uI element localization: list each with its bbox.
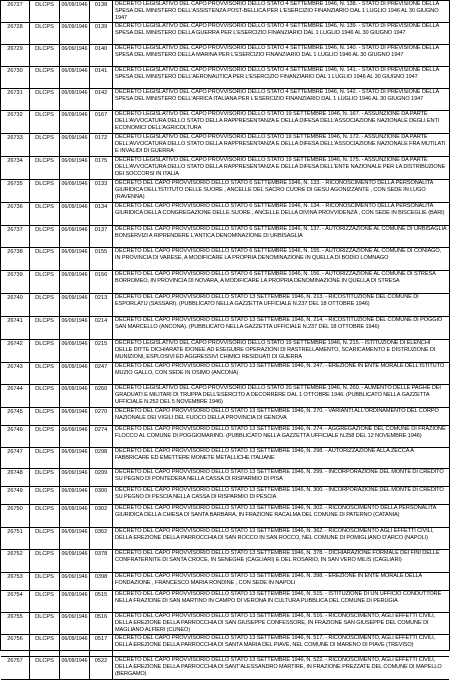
act-description: DECRETO DEL CAPO PROVVISORIO DELLO STATO 13 SETTEMBRE 1946, N. 274. - AGGREGAZIONE DEL COMUNE DI FRAZIONE FLOCCO AL COMUNE DI POGGIOMARINO. (PUBBLICATO NELLA GAZZETTA UFFICIALE N.258 DEL 12 NOVEMBRE 1946) [115, 426, 446, 440]
table-row [1, 157, 449, 180]
act-description: DECRETO LEGISLATIVO DEL CAPO PROVVISORIO DELLO STATO 19 SETTEMBRE 1946, N. 172. - ASSUNZIONE DA PARTE DELL'AVVOCATURA DELLO STATO DELLA RAPPRESENTANZA E DELLA DIFESA DELL'ASSOCIAZIONE NAZIONALE FRA MUTILATI E INVALIDI DI GUERRA [115, 134, 446, 155]
act-description: DECRETO DEL CAPO PROVVISORIO DELLO STATO 13 SETTEMBRE 1946, N. 517. - RICONOSCIMENTO, AGLI EFFETTI CIVILI, DELLA EREZIONE DELLA PARROCCHIA DI SANTA MARIA DEL PIAVE, NEL COMUNE DI MARENO DI PIAVE (TREVISO) [115, 635, 436, 649]
table-row [1, 448, 449, 469]
act-type: DLCPS [30, 180, 60, 202]
act-description: DECRETO LEGISLATIVO DEL CAPO PROVVISORIO DELLO STATO 19 SETTEMBRE 1946, N. 215. - ISTITUZIONE DI ELENCHI DELLE DITTE DICHIARATE IDONEE AD ESEGUIRE OPERAZIONI DI RASTRELLAMENTO, SCARICAMENTO E DISTRUZIONE DI MUNIZIONI, ESPLOSIVI ED AGGRESSIVI CHIMICI RESIDUATI DI GUERRA [115, 340, 436, 361]
table-row [1, 111, 449, 134]
record-number: 26742 [1, 340, 30, 362]
act-type: DLCPS [30, 657, 60, 679]
table-row [1, 180, 449, 203]
act-type: DLCPS [30, 1, 60, 22]
act-number: 0214 [90, 317, 113, 339]
publication-date: 06/09/1946 [60, 591, 90, 612]
publication-date: 06/09/1946 [60, 550, 90, 572]
act-number: 0398 [90, 573, 113, 590]
act-type: DLCPS [30, 45, 60, 66]
table-row [1, 89, 449, 111]
record-number: 26727 [1, 1, 30, 22]
act-description: DECRETO DEL CAPO PROVVISORIO DELLO STATO 6 SETTEMBRE 1946, N. 134. - RICONOSCIMENTO DELLA PERSONALITA GIURIDICA DELLA CONGREGAZIONE DELLE SUORE , ANCELLE DELLA DIVINA PROVVIDENZA , CON SEDE IN BISCEGLIE (BARI) [115, 203, 445, 217]
table-row [1, 426, 449, 448]
act-type: DLCPS [30, 408, 60, 425]
publication-date: 06/09/1946 [60, 294, 90, 316]
table-row [1, 613, 449, 635]
record-number: 26733 [1, 134, 30, 156]
act-type: DLCPS [30, 134, 60, 156]
record-number: 26728 [1, 23, 30, 44]
table-row [1, 340, 449, 363]
publication-date: 06/09/1946 [60, 385, 90, 407]
table-row [1, 67, 449, 89]
table-row [1, 45, 449, 67]
act-type: DLCPS [30, 635, 60, 656]
record-number: 26753 [1, 573, 30, 590]
act-number: 0299 [90, 469, 113, 486]
table-row [1, 226, 449, 248]
act-type: DLCPS [30, 469, 60, 486]
record-number: 26757 [1, 657, 30, 679]
publication-date: 06/09/1946 [60, 111, 90, 133]
act-number: 0247 [90, 363, 113, 384]
act-number: 0298 [90, 448, 113, 468]
act-number: 0155 [90, 248, 113, 270]
act-number: 0156 [90, 271, 113, 293]
table-row [1, 248, 449, 271]
act-type: DLCPS [30, 67, 60, 88]
act-description: DECRETO DEL CAPO PROVVISORIO DELLO STATO 13 SETTEMBRE 1946, N. 247. - EREZIONE IN ENTE MORALE DELL'ISTITUTO MUZIO GALLO, CON SEDE IN OSIMO (ANCONA) [115, 363, 445, 377]
table-row [1, 363, 449, 385]
act-description: DECRETO LEGISLATIVO DEL CAPO PROVVISORIO DELLO STATO 20 SETTEMBRE 1946, N. 260. - AUMENTO DELLE PAGHE DEI GRADUATI E MILITARI DI TRUPPA DELL'ESERCITO A DECORRERE DAL 1 OTTOBRE 1946. (PUBBLICATO NELLA GAZZETTA UFFICIALE N.252 DEL 5 NOVEMBRE 1946) [115, 385, 441, 406]
act-description: DECRETO DEL CAPO PROVVISORIO DELLO STATO 13 SETTEMBRE 1946, N. 516. - RICONOSCIMENTO, AGLI EFFETTI CIVILI, DELLA EREZIONE DELLA PARROCCHIA DI SAN GIUSEPPE CONFESSORE, IN FRAZIONE SAN GIUSEPPE DEL COMUNE DI MAGLIANO ALFIERI (CUNEO) [115, 613, 436, 634]
record-number: 26745 [1, 408, 30, 425]
act-description: DECRETO DEL CAPO PROVVISORIO DELLO STATO 6 SETTEMBRE 1946, N. 133. - RICONOSCIMENTO DELLA PERSONALITA GIURIDICA DELL'ISTITUTO DELLE SUORE , ANCELLE DEL SACRO CUORE DI GESU AGONIZZANTE , CON SEDE IN LUGO (RAVENNA) [115, 180, 433, 201]
table-row [1, 573, 449, 591]
act-number: 0515 [90, 591, 113, 612]
act-description: DECRETO DEL CAPO PROVVISORIO DELLO STATO 13 SETTEMBRE 1946, N. 515. - ISTITUZIONE DI UN UFFICIO CONDUTTORE NELLA FRAZIONE DI SAN MARTINO IN CAMPO DI VERONA IN CULTURA PUBBLICA DEL COMUNE DI PERUGIA [115, 591, 442, 605]
table-row [1, 505, 449, 528]
act-type: DLCPS [30, 23, 60, 44]
table-row [1, 528, 449, 550]
act-description: DECRETO LEGISLATIVO DEL CAPO PROVVISORIO DELLO STATO 4 SETTEMBRE 1946, N. 141. - STATO DI PREVISIONE DELLA SPESA DEL MINISTERO DELL'AERONAUTICA PER L'ESERCIZIO FINANZIARIO DAL 1 LUGLIO 1946 AL 30 GIUGNO 1947 [115, 67, 439, 81]
act-number: 0300 [90, 487, 113, 504]
act-type: DLCPS [30, 89, 60, 110]
act-type: DLCPS [30, 157, 60, 179]
act-number: 0137 [90, 226, 113, 247]
table-row [1, 385, 449, 408]
act-description: DECRETO DEL CAPO PROVVISORIO DELLO STATO 13 SETTEMBRE 1946, N. 398. - EREZIONE IN ENTE MORALE DELLA FONDAZIONE , FRANCESCO MARIA RONDINE , CON SEDE IN NAPOLI [115, 573, 422, 587]
table-row [1, 469, 449, 487]
act-description: DECRETO DEL CAPO PROVVISORIO DELLO STATO 6 SETTEMBRE 1946, N. 155. - AUTORIZZAZIONE AL COMUNE DI CONIAGO, IN PROVINCIA DI VARESE, A MODIFICARE LA PROPRIA DENOMINAZIONE IN QUELLA DI BODIO LOMNAGO [115, 248, 442, 262]
record-number: 26747 [1, 448, 30, 468]
act-description: DECRETO DEL CAPO PROVVISORIO DELLO STATO 13 SETTEMBRE 1946, N. 270. - VARIANTI ALL'ORDINAMENTO DEL CORPO NAZIONALE DEI VIGILI DEL FUOCO DELLA PROVINCIA DI GENOVA [115, 408, 439, 422]
publication-date: 06/09/1946 [60, 89, 90, 110]
record-number: 26743 [1, 363, 30, 384]
act-number: 0517 [90, 635, 113, 656]
publication-date: 06/09/1946 [60, 469, 90, 486]
record-number: 26749 [1, 487, 30, 504]
act-number: 0516 [90, 613, 113, 634]
record-number: 26736 [1, 203, 30, 225]
act-number: 0142 [90, 89, 113, 110]
table-row [1, 635, 449, 657]
act-description: DECRETO LEGISLATIVO DEL CAPO PROVVISORIO DELLO STATO 4 SETTEMBRE 1946, N. 138. - STATO DI PREVISIONE DELLA SPESA DEL MINISTERO DELL'ASSISTENZA POST-BELLICA PER L'ESERCIZIO FINANZIARIO DAL 1 LUGLIO 1946 AL 30 GIUGNO 1947 [115, 1, 439, 22]
publication-date: 06/09/1946 [60, 248, 90, 270]
record-number: 26741 [1, 317, 30, 339]
publication-date: 06/09/1946 [60, 573, 90, 590]
publication-date: 06/09/1946 [60, 340, 90, 362]
act-type: DLCPS [30, 111, 60, 133]
record-number: 26735 [1, 180, 30, 202]
act-number: 0140 [90, 45, 113, 66]
act-description: DECRETO DEL CAPO PROVVISORIO DELLO STATO 13 SETTEMBRE 1946, N. 522. - RICONOSCIMENTO, AGLI EFFETTI CIVILI, DELLA EREZIONE DELLA PARROCCHIA DI SANT'ALESSANDRO MARTIRE, IN FRAZIONE PREZZATE DEL COMUNE DI MAPELLO (BERGAMO) [115, 657, 442, 678]
act-type: DLCPS [30, 340, 60, 362]
record-number: 26751 [1, 528, 30, 549]
act-type: DLCPS [30, 271, 60, 293]
act-number: 0172 [90, 134, 113, 156]
act-description: DECRETO DEL CAPO PROVVISORIO DELLO STATO 13 SETTEMBRE 1946, N. 214. - RICOSTITUZIONE DEL COMUNE DI POGGIO SAN MARCELLO (ANCONA). (PUBBLICATO NELLA GAZZETTA UFFICIALE N.237 DEL 18 OTTOBRE 1946) [115, 317, 443, 331]
record-number: 26746 [1, 426, 30, 447]
record-number: 26755 [1, 613, 30, 634]
act-type: DLCPS [30, 226, 60, 247]
record-number: 26737 [1, 226, 30, 247]
record-number: 26734 [1, 157, 30, 179]
record-number: 26731 [1, 89, 30, 110]
act-description: DECRETO LEGISLATIVO DEL CAPO PROVVISORIO DELLO STATO 19 SETTEMBRE 1946, N. 175. - ASSUNZIONE DA PARTE DELL'AVVOCATURA DELLO STATO DELLA RAPPRESENTANZA E DELLA DIFESA DELL'ENTE NAZIONALE PER LA DISTRIBUZIONE DEI SOCCORSI IN ITALIA [115, 157, 446, 178]
act-description: DECRETO DEL CAPO PROVVISORIO DELLO STATO 13 SETTEMBRE 1946, N. 299. - INCORPORAZIONE DEL MONTE DI CREDITO SU PEGNO DI PONTEDERA NELLA CASSA DI RISPARMIO DI PISA [115, 469, 444, 483]
act-type: DLCPS [30, 487, 60, 504]
record-number: 26738 [1, 248, 30, 270]
record-number: 26756 [1, 635, 30, 656]
record-number: 26750 [1, 505, 30, 527]
act-type: DLCPS [30, 248, 60, 270]
table-row [1, 550, 449, 573]
act-description: DECRETO DEL CAPO PROVVISORIO DELLO STATO 6 SETTEMBRE 1946, N. 156. - AUTORIZZAZIONE AL COMUNE DI STRESA BORROMEO, IN PROVINCIA DI NOVARA, A MODIFICARE LA PROPRIA DENOMINAZIONE IN QUELLA DI STRESA [115, 271, 436, 285]
act-type: DLCPS [30, 573, 60, 590]
publication-date: 06/09/1946 [60, 487, 90, 504]
table-row [1, 657, 449, 680]
act-type: DLCPS [30, 317, 60, 339]
act-type: DLCPS [30, 294, 60, 316]
act-number: 0274 [90, 426, 113, 447]
publication-date: 06/09/1946 [60, 45, 90, 66]
publication-date: 06/09/1946 [60, 226, 90, 247]
publication-date: 06/09/1946 [60, 613, 90, 634]
act-description: DECRETO DEL CAPO PROVVISORIO DELLO STATO 13 SETTEMBRE 1946, N. 362. - RICONOSCIMENTO AGLI EFFETTI CIVILI, DELLA EREZIONE DELLA PARROCCHIA DI SAN ROCCO IN SAN ROCCO, NEL COMUNE DI POMIGLIANO D'ARCO (NAPOLI) [115, 528, 434, 542]
act-number: 0522 [90, 657, 113, 679]
table-row [1, 591, 449, 613]
act-description: DECRETO DEL CAPO PROVVISORIO DELLO STATO 13 SETTEMBRE 1946, N. 378. - DICHIARAZIONE FORMALE DEI FINI DELLE CONFRATERNITE DI SANTA CROCE, IN SENEGHE (CAGLIARI) E DEL ROSARIO, IN SAN VERO MILIS (CAGLIARI) [115, 550, 440, 564]
act-description: DECRETO DEL CAPO PROVVISORIO DELLO STATO 13 SETTEMBRE 1946, N. 300. - INCORPORAZIONE DEL MONTE DI CREDITO SU PEGNO DI PESCIA NELLA CASSA DI RISPARMIO DI PESCIA [115, 487, 444, 501]
act-number: 0175 [90, 157, 113, 179]
act-type: DLCPS [30, 363, 60, 384]
act-description: DECRETO LEGISLATIVO DEL CAPO PROVVISORIO DELLO STATO 4 SETTEMBRE 1946, N. 142. - STATO DI PREVISIONE DELLA SPESA DEL MINISTERO DELL'AFRICA ITALIANA PER L'ESERCIZIO FINANZIARIO DAL 1 LUGLIO 1946 AL 30 GIUGNO 1947 [115, 89, 439, 103]
record-number: 26744 [1, 385, 30, 407]
publication-date: 06/09/1946 [60, 1, 90, 22]
table-row [1, 408, 449, 426]
publication-date: 06/09/1946 [60, 134, 90, 156]
act-number: 0134 [90, 203, 113, 225]
act-number: 0133 [90, 180, 113, 202]
act-description: DECRETO LEGISLATIVO DEL CAPO PROVVISORIO DELLO STATO 4 SETTEMBRE 1946, N. 139. - STATO DI PREVISIONE DELLA SPESA DEL MINISTERO DELLA GUERRA PER L'ESERCIZIO FINANZIARIO DAL 1 LUGLIO 1946 AL 30 GIUGNO 1947 [115, 23, 439, 37]
record-number: 26732 [1, 111, 30, 133]
act-type: DLCPS [30, 591, 60, 612]
publication-date: 06/09/1946 [60, 408, 90, 425]
publication-date: 06/09/1946 [60, 528, 90, 549]
act-type: DLCPS [30, 203, 60, 225]
table-row [1, 1, 449, 23]
act-type: DLCPS [30, 448, 60, 468]
record-number: 26740 [1, 294, 30, 316]
act-number: 0362 [90, 528, 113, 549]
publication-date: 06/09/1946 [60, 271, 90, 293]
publication-date: 06/09/1946 [60, 157, 90, 179]
table-row [1, 271, 449, 294]
act-description: DECRETO LEGISLATIVO DEL CAPO PROVVISORIO DELLO STATO 4 SETTEMBRE 1946, N. 140. - STATO DI PREVISIONE DELLA SPESA DEL MINISTERO DELLA MARINA PER L'ESERCIZIO FINANZIARIO DAL 1 LUGLIO 1946 AL 30 GIUGNO 1947 [115, 45, 439, 59]
act-type: DLCPS [30, 426, 60, 447]
record-number: 26739 [1, 271, 30, 293]
record-number: 26729 [1, 45, 30, 66]
act-description: DECRETO DEL CAPO PROVVISORIO DELLO STATO 13 SETTEMBRE 1946, N. 298. - AUTORIZZAZIONE ALLA ZECCA A FABBRICARE ED EMETTERE MONETE METALLICHE ITALIANE [115, 448, 414, 462]
publication-date: 06/09/1946 [60, 203, 90, 225]
record-number: 26730 [1, 67, 30, 88]
publication-date: 06/09/1946 [60, 505, 90, 527]
publication-date: 06/09/1946 [60, 23, 90, 44]
act-type: DLCPS [30, 613, 60, 634]
publication-date: 06/09/1946 [60, 363, 90, 384]
publication-date: 06/09/1946 [60, 635, 90, 656]
table-row [1, 487, 449, 505]
act-number: 0138 [90, 1, 113, 22]
table-row [1, 134, 449, 157]
publication-date: 06/09/1946 [60, 426, 90, 447]
act-description: DECRETO DEL CAPO PROVVISORIO DELLO STATO 13 SETTEMBRE 1946, N. 213. - RICOSTITUZIONE DEL COMUNE DI ESPORLATU (SASSARI). (PUBBLICATO NELLA GAZZETTA UFFICIALE N.237 DEL 18 OTTOBRE 1946) [115, 294, 419, 308]
publication-date: 06/09/1946 [60, 657, 90, 679]
act-type: DLCPS [30, 528, 60, 549]
table-row [1, 294, 449, 317]
publication-date: 06/09/1946 [60, 448, 90, 468]
act-number: 0302 [90, 505, 113, 527]
act-number: 0215 [90, 340, 113, 362]
act-number: 0167 [90, 111, 113, 133]
act-number: 0141 [90, 67, 113, 88]
act-number: 0139 [90, 23, 113, 44]
act-description: DECRETO DEL CAPO PROVVISORIO DELLO STATO 13 SETTEMBRE 1946, N. 302. - RICONOSCIMENTO DELLA PERSONALITA GIURIDICA DELLA CHIESA DI SANTA BARBARA, IN FRAZIONE RACALMA DEL COMUNE DI PATERNO (CATANIA) [115, 505, 436, 519]
act-description: DECRETO LEGISLATIVO DEL CAPO PROVVISORIO DELLO STATO 19 SETTEMBRE 1946, N. 167. - ASSUNZIONE DA PARTE DELL'AVVOCATURA DELLO STATO DELLA RAPPRESENTANZA E DELLA DIFESA DELL'ASSOCIAZIONE NAZIONALE DEGLI ENTI ECONOMICI DELL'AGRICOLTURA [115, 111, 440, 132]
act-description: DECRETO DEL CAPO PROVVISORIO DELLO STATO 6 SETTEMBRE 1946, N. 137. - AUTORIZZAZIONE AL COMUNE DI URBISAGLIA BONSERVIZI A RIPRENDERE L'ANTICA DENOMINAZIONE DI URBISAGLIA [115, 226, 447, 240]
record-number: 26754 [1, 591, 30, 612]
act-number: 0260 [90, 385, 113, 407]
record-number: 26752 [1, 550, 30, 572]
act-type: DLCPS [30, 550, 60, 572]
act-type: DLCPS [30, 505, 60, 527]
table-row [1, 23, 449, 45]
record-number: 26748 [1, 469, 30, 486]
act-type: DLCPS [30, 385, 60, 407]
table-row [1, 317, 449, 340]
publication-date: 06/09/1946 [60, 317, 90, 339]
publication-date: 06/09/1946 [60, 180, 90, 202]
publication-date: 06/09/1946 [60, 67, 90, 88]
table-row [1, 203, 449, 226]
act-number: 0270 [90, 408, 113, 425]
act-number: 0378 [90, 550, 113, 572]
act-number: 0213 [90, 294, 113, 316]
